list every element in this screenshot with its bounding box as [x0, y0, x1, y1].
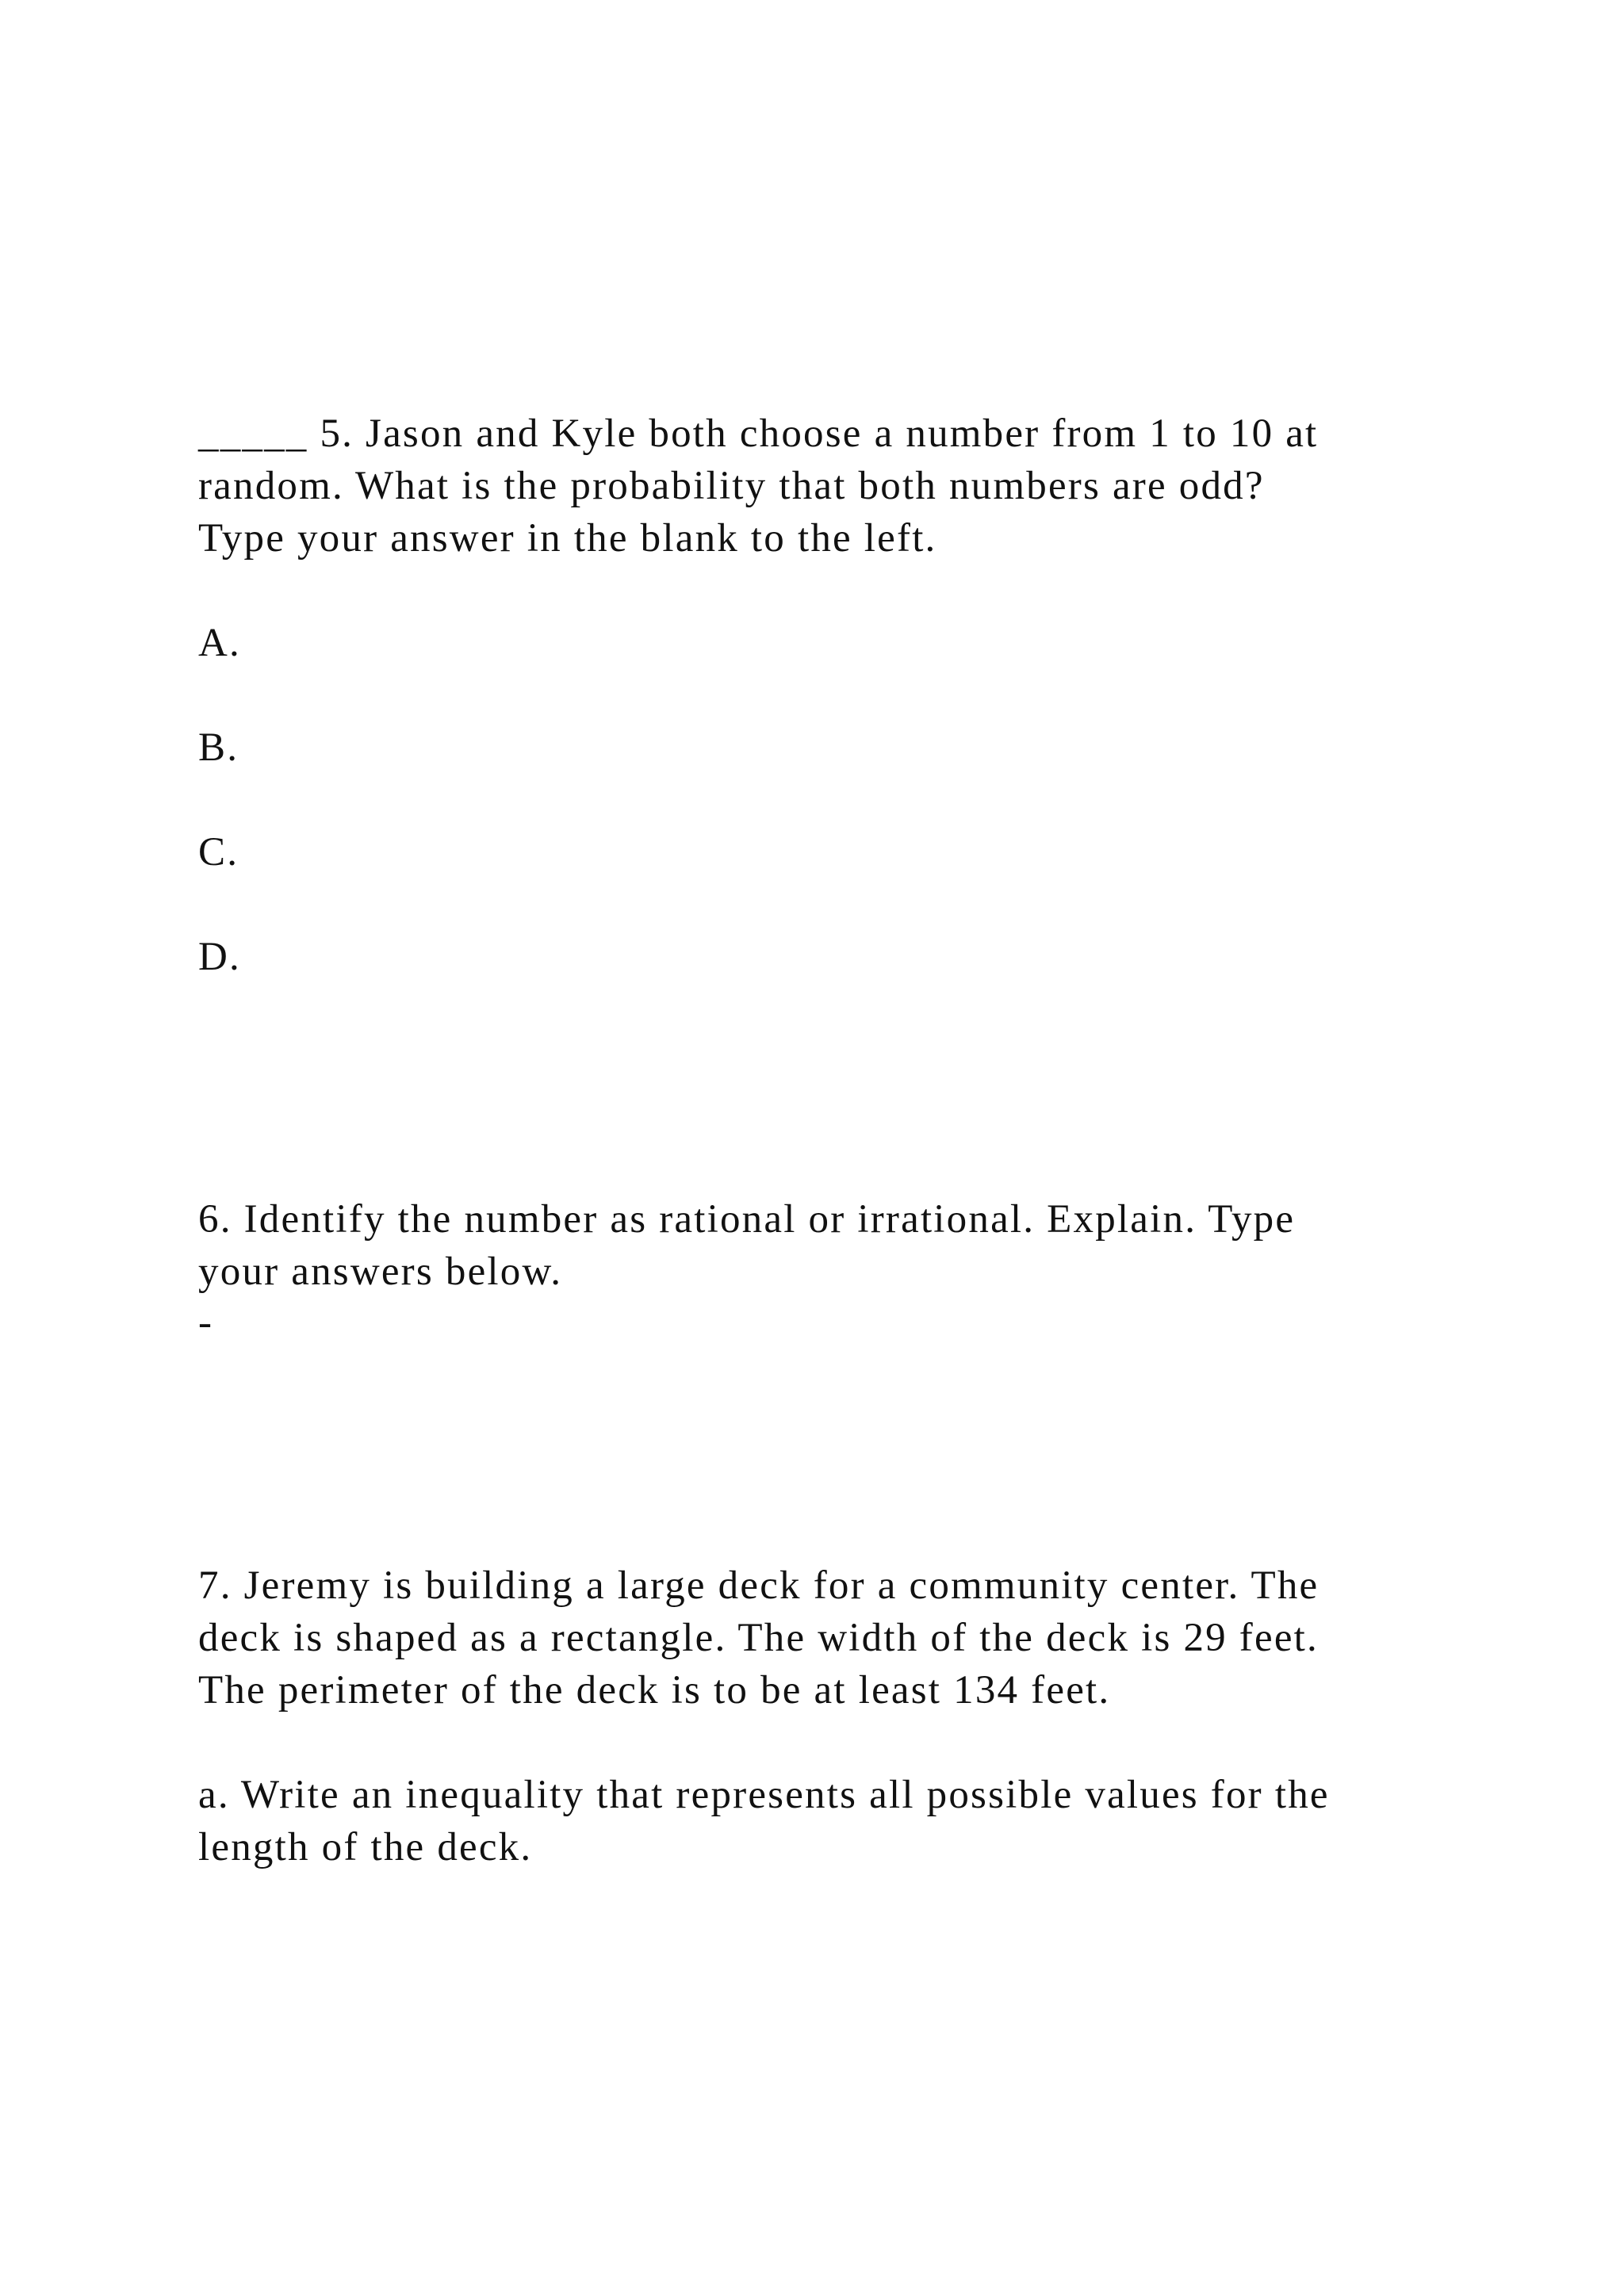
- question-5-line-3: Type your answer in the blank to the left.: [198, 516, 937, 561]
- question-7-line-2: deck is shaped as a rectangle. The width of the deck is 29 feet.: [198, 1616, 1319, 1660]
- option-c: C.: [198, 830, 239, 874]
- question-7a-line-1: a. Write an inequality that represents all possible values for the: [198, 1773, 1330, 1817]
- option-a: A.: [198, 621, 241, 665]
- question-5-line-2: random. What is the probability that both numbers are odd?: [198, 464, 1265, 508]
- question-7-line-1: 7. Jeremy is building a large deck for a community center. The: [198, 1563, 1320, 1608]
- question-5-line-1: _____ 5. Jason and Kyle both choose a number from 1 to 10 at: [198, 411, 1319, 456]
- question-6-line-2: your answers below.: [198, 1249, 563, 1294]
- option-d: D.: [198, 935, 241, 979]
- question-6-line-1: 6. Identify the number as rational or irrational. Explain. Type: [198, 1197, 1296, 1242]
- question-7-line-3: The perimeter of the deck is to be at least 134 feet.: [198, 1668, 1111, 1712]
- option-b: B.: [198, 725, 239, 770]
- question-7a-line-2: length of the deck.: [198, 1825, 533, 1869]
- question-6-dash: -: [198, 1300, 214, 1345]
